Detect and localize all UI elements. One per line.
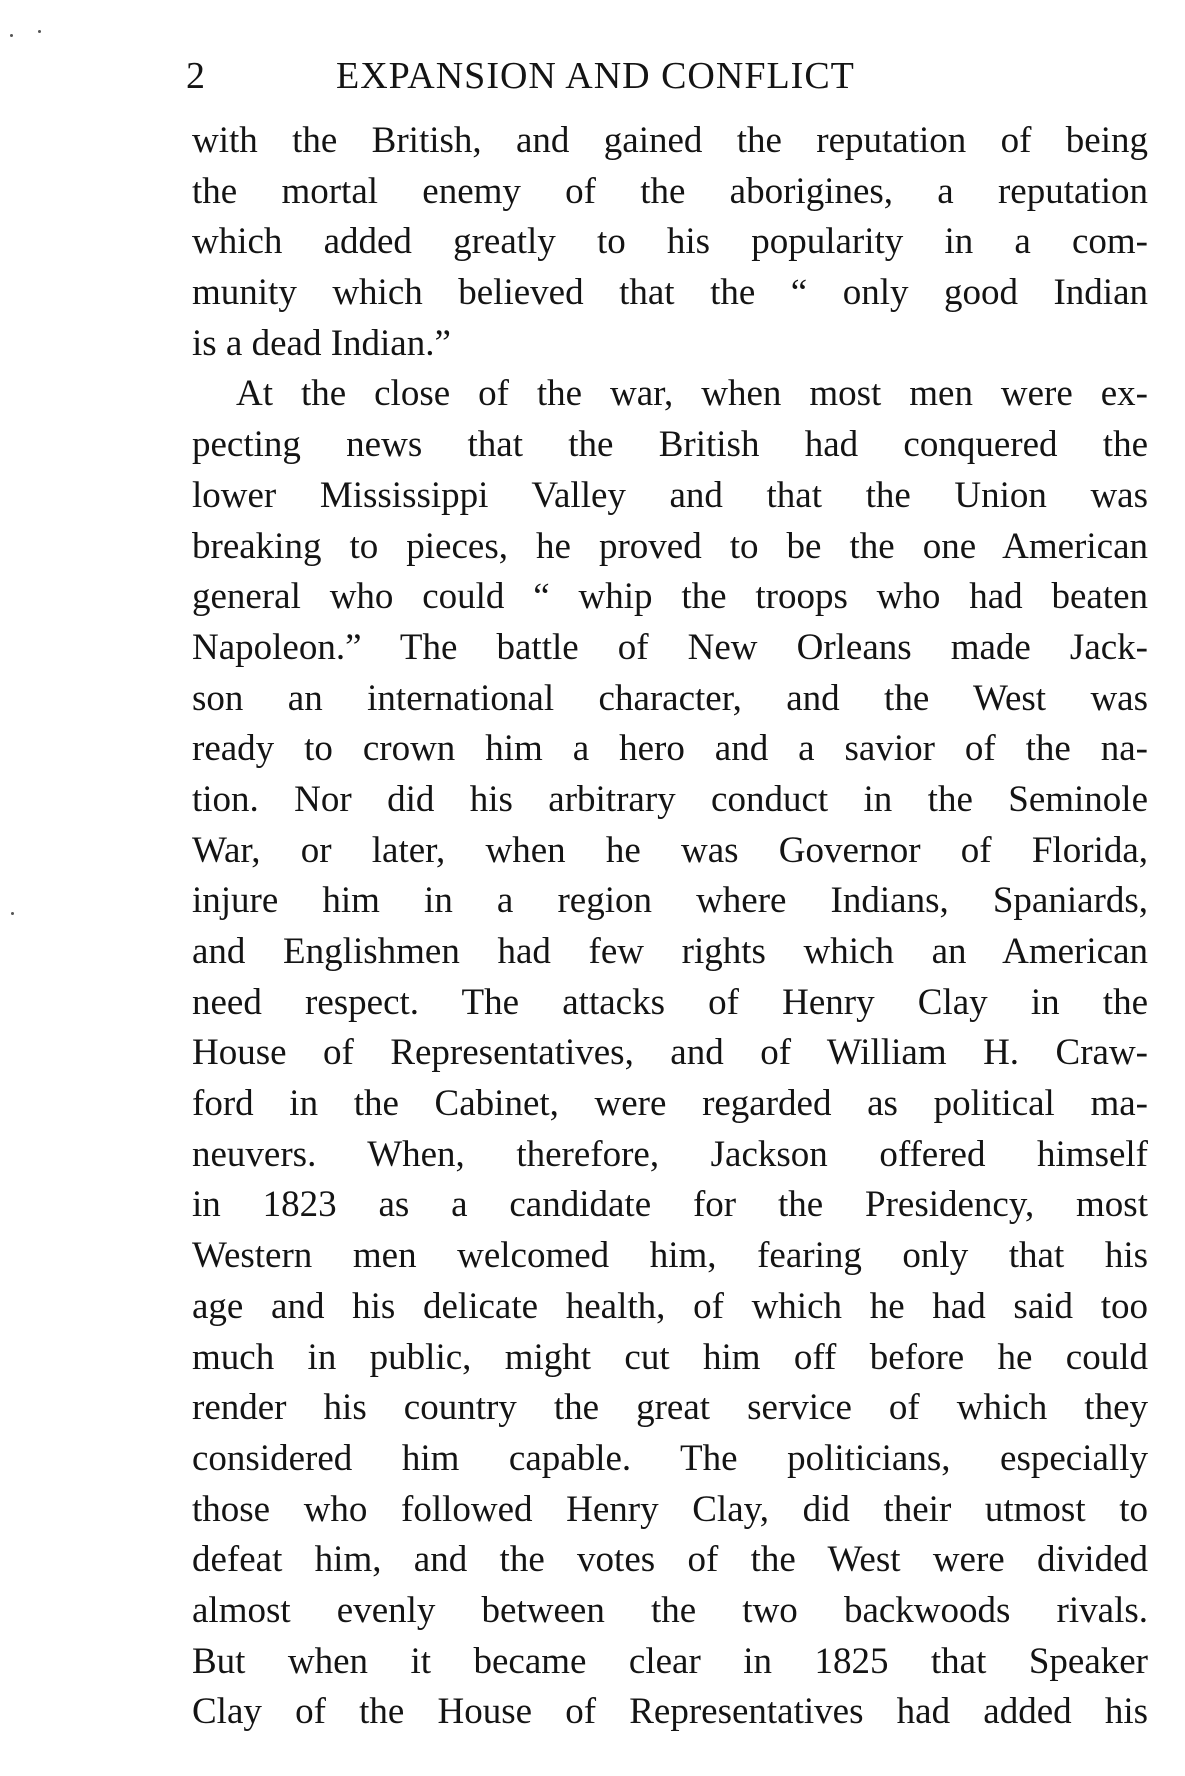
text-line: much in public, might cut him off before he could: [192, 1336, 1148, 1378]
text-line: with the British, and gained the reputation of being: [192, 120, 1148, 161]
text-line: in 1823 as a candidate for the Presidency, most: [192, 1184, 1148, 1226]
text-line: Napoleon.” The battle of New Orleans made Jack-: [192, 626, 1148, 668]
scan-speck: [11, 912, 14, 915]
text-line: Clay of the House of Representatives had added his: [192, 1691, 1148, 1733]
text-line: son an international character, and the West was: [192, 677, 1148, 719]
text-line: and Englishmen had few rights which an American: [192, 931, 1148, 972]
text-line: injure him in a region where Indians, Spaniards,: [192, 880, 1148, 922]
text-line: lower Mississippi Valley and that the Union was: [192, 474, 1148, 516]
text-line: those who followed Henry Clay, did their utmost to: [192, 1488, 1148, 1530]
text-line: is a dead Indian.”: [192, 322, 451, 364]
text-line: which added greatly to his popularity in a com-: [192, 221, 1148, 263]
text-line: the mortal enemy of the aborigines, a reputation: [192, 170, 1148, 212]
text-line: Western men welcomed him, fearing only that his: [192, 1235, 1148, 1277]
text-line: House of Representatives, and of William H. Craw-: [192, 1032, 1148, 1074]
text-line: need respect. The attacks of Henry Clay in the: [192, 981, 1148, 1023]
text-line: munity which believed that the “ only good Indian: [192, 272, 1148, 314]
paragraph: [192, 116, 1148, 369]
text-line: tion. Nor did his arbitrary conduct in the Seminole: [192, 778, 1148, 820]
text-line: almost evenly between the two backwoods rivals.: [192, 1589, 1148, 1631]
text-line: ready to crown him a hero and a savior of the na-: [192, 728, 1148, 770]
text-line: breaking to pieces, he proved to be the one American: [192, 525, 1148, 567]
text-line: neuvers. When, therefore, Jackson offered himself: [192, 1133, 1148, 1175]
text-line: ford in the Cabinet, were regarded as political ma-: [192, 1083, 1148, 1125]
running-title: EXPANSION AND CONFLICT: [336, 55, 855, 97]
text-line: defeat him, and the votes of the West were divided: [192, 1539, 1148, 1581]
page-number: 2: [186, 55, 205, 97]
text-line: War, or later, when he was Governor of Florida,: [192, 829, 1148, 871]
text-line: considered him capable. The politicians, especially: [192, 1437, 1148, 1479]
text-line: pecting news that the British had conquered the: [192, 424, 1148, 466]
text-line: At the close of the war, when most men were ex-: [236, 373, 1148, 415]
text-line: But when it became clear in 1825 that Speaker: [192, 1640, 1148, 1682]
page-header: [186, 44, 1146, 108]
scan-speck: [10, 34, 13, 37]
body-text: [192, 116, 1148, 1738]
text-line: general who could “ whip the troops who had beaten: [192, 576, 1148, 618]
scan-speck: [38, 30, 41, 33]
paragraph: [192, 369, 1148, 1738]
text-line: render his country the great service of which they: [192, 1387, 1148, 1429]
text-line: age and his delicate health, of which he had said too: [192, 1285, 1148, 1327]
